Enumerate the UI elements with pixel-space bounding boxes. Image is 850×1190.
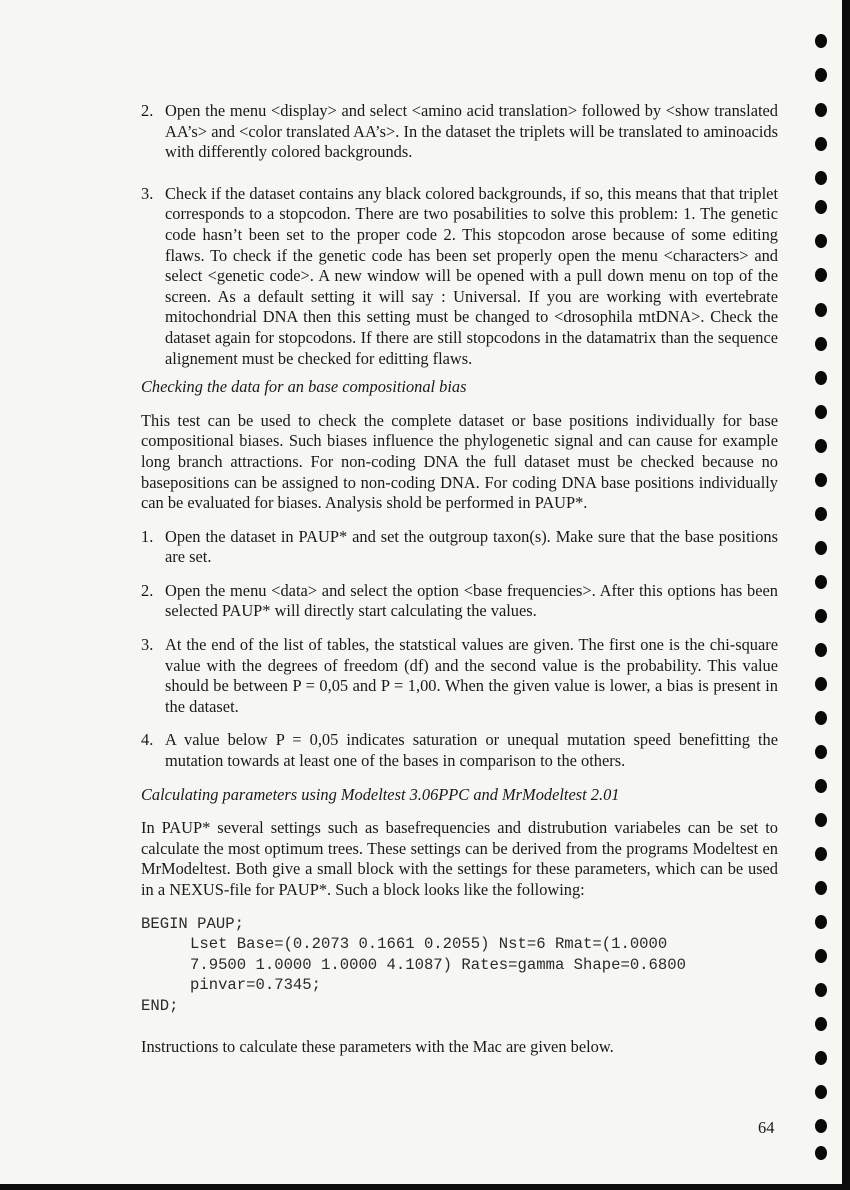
binding-hole [815, 405, 827, 419]
section-intro: This test can be used to check the complete dataset or base positions individually for base compositional biases. Such biases influence the phylogenetic signal and can cause for example long branch attractions. For non-coding DNA the full dataset must be checked because no basepositions can be assigned to non-coding DNA. For coding DNA base positions individually can be evaluated for biases. Analysis shold be performed in PAUP*. [141, 410, 778, 513]
section-intro: In PAUP* several settings such as basefrequencies and distrubution variabeles can be set to calculate the most optimum trees. These settings can be derived from the programs Modeltest en MrModeltest. Both give a small block with the settings for these parameters, which can be used in a NEXUS-file for PAUP*. Such a block looks like the following: [141, 818, 778, 899]
binding-hole [815, 779, 827, 793]
list-text: Open the dataset in PAUP* and set the outgroup taxon(s). Make sure that the base positions are set. [165, 526, 778, 567]
list-item [141, 635, 778, 717]
binding-hole [815, 34, 827, 48]
list-text: Open the menu <data> and select the option <base frequencies>. After this options has been selected PAUP* will directly start calculating the values. [165, 580, 778, 621]
code-line: END; [141, 996, 179, 1015]
list-number: 3. [141, 183, 154, 203]
binding-hole [815, 813, 827, 827]
page-content [141, 101, 778, 1057]
list-number: 3. [141, 635, 154, 655]
list-number: 1. [141, 526, 154, 546]
binding-hole [815, 137, 827, 151]
code-line: BEGIN PAUP; [141, 914, 244, 933]
binding-hole [815, 609, 827, 623]
binding-hole [815, 983, 827, 997]
binding-hole [815, 949, 827, 963]
page-number: 64 [758, 1118, 775, 1137]
list-number: 2. [141, 101, 154, 120]
binding-hole [815, 881, 827, 895]
binding-holes [815, 0, 839, 1184]
binding-hole [815, 1146, 827, 1160]
binding-hole [815, 200, 827, 214]
binding-hole [815, 303, 827, 317]
list-text: A value below P = 0,05 indicates saturation or unequal mutation speed benefitting the mutation towards at least one of the bases in comparison to the others. [165, 730, 778, 771]
binding-hole [815, 745, 827, 759]
list-item [141, 730, 778, 771]
section-heading: Checking the data for an base compositional bias [141, 377, 467, 397]
binding-hole [815, 915, 827, 929]
list-item [141, 184, 778, 369]
binding-hole [815, 677, 827, 691]
code-line: Lset Base=(0.2073 0.1661 0.2055) Nst=6 Rmat=(1.0000 [190, 935, 668, 954]
closing-text: Instructions to calculate these parameters with the Mac are given below. [141, 1036, 614, 1056]
list-text: At the end of the list of tables, the statstical values are given. The first one is the chi-square value with the degrees of freedom (df) and the second value is the probability. This value should be between P = 0,05 and P = 1,00. When the given value is lower, a bias is present in the dataset. [165, 635, 778, 716]
binding-hole [815, 1085, 827, 1099]
binding-hole [815, 337, 827, 351]
code-block [141, 914, 778, 1017]
list-number: 4. [141, 730, 154, 750]
binding-hole [815, 541, 827, 555]
list-text: Open the menu <display> and select <amino acid translation> followed by <show translated AA’s> and <color translated AA’s>. In the dataset the triplets will be translated to aminoacids with differently colored backgrounds. [165, 101, 778, 162]
binding-hole [815, 643, 827, 657]
binding-hole [815, 1051, 827, 1065]
binding-hole [815, 234, 827, 248]
binding-hole [815, 103, 827, 117]
code-line: pinvar=0.7345; [190, 976, 322, 995]
binding-hole [815, 171, 827, 185]
list-number: 2. [141, 580, 154, 600]
binding-hole [815, 847, 827, 861]
binding-hole [815, 1017, 827, 1031]
binding-hole [815, 371, 827, 385]
list-item [141, 101, 778, 163]
list-item [141, 581, 778, 622]
code-line: 7.9500 1.0000 1.0000 4.1087) Rates=gamma Shape=0.6800 [190, 955, 686, 974]
list-text: Check if the dataset contains any black colored backgrounds, if so, this means that that triplet corresponds to a stopcodon. There are two posabilities to solve this problem: 1. The genetic code hasn’t been set to the proper code 2. This stopcodon arose because of some editing flaws. To check if the genetic code has been set properly open the menu <characters> and select <genetic code>. A new window will be opened with a pull down menu on top of the screen. As a default setting it will say : Universal. If you are working with evertebrate mitochondrial DNA then this setting must be changed to <drosophila mtDNA>. Check the dataset again for stopcodons. If there are still stopcodons in the datamatrix than the sequence alignement must be checked for editting flaws. [165, 183, 778, 368]
binding-hole [815, 268, 827, 282]
list-item [141, 527, 778, 568]
binding-hole [815, 473, 827, 487]
binding-hole [815, 711, 827, 725]
binding-hole [815, 68, 827, 82]
binding-hole [815, 575, 827, 589]
binding-hole [815, 507, 827, 521]
binding-hole [815, 1119, 827, 1133]
binding-hole [815, 439, 827, 453]
section-heading: Calculating parameters using Modeltest 3.06PPC and MrModeltest 2.01 [141, 784, 620, 804]
